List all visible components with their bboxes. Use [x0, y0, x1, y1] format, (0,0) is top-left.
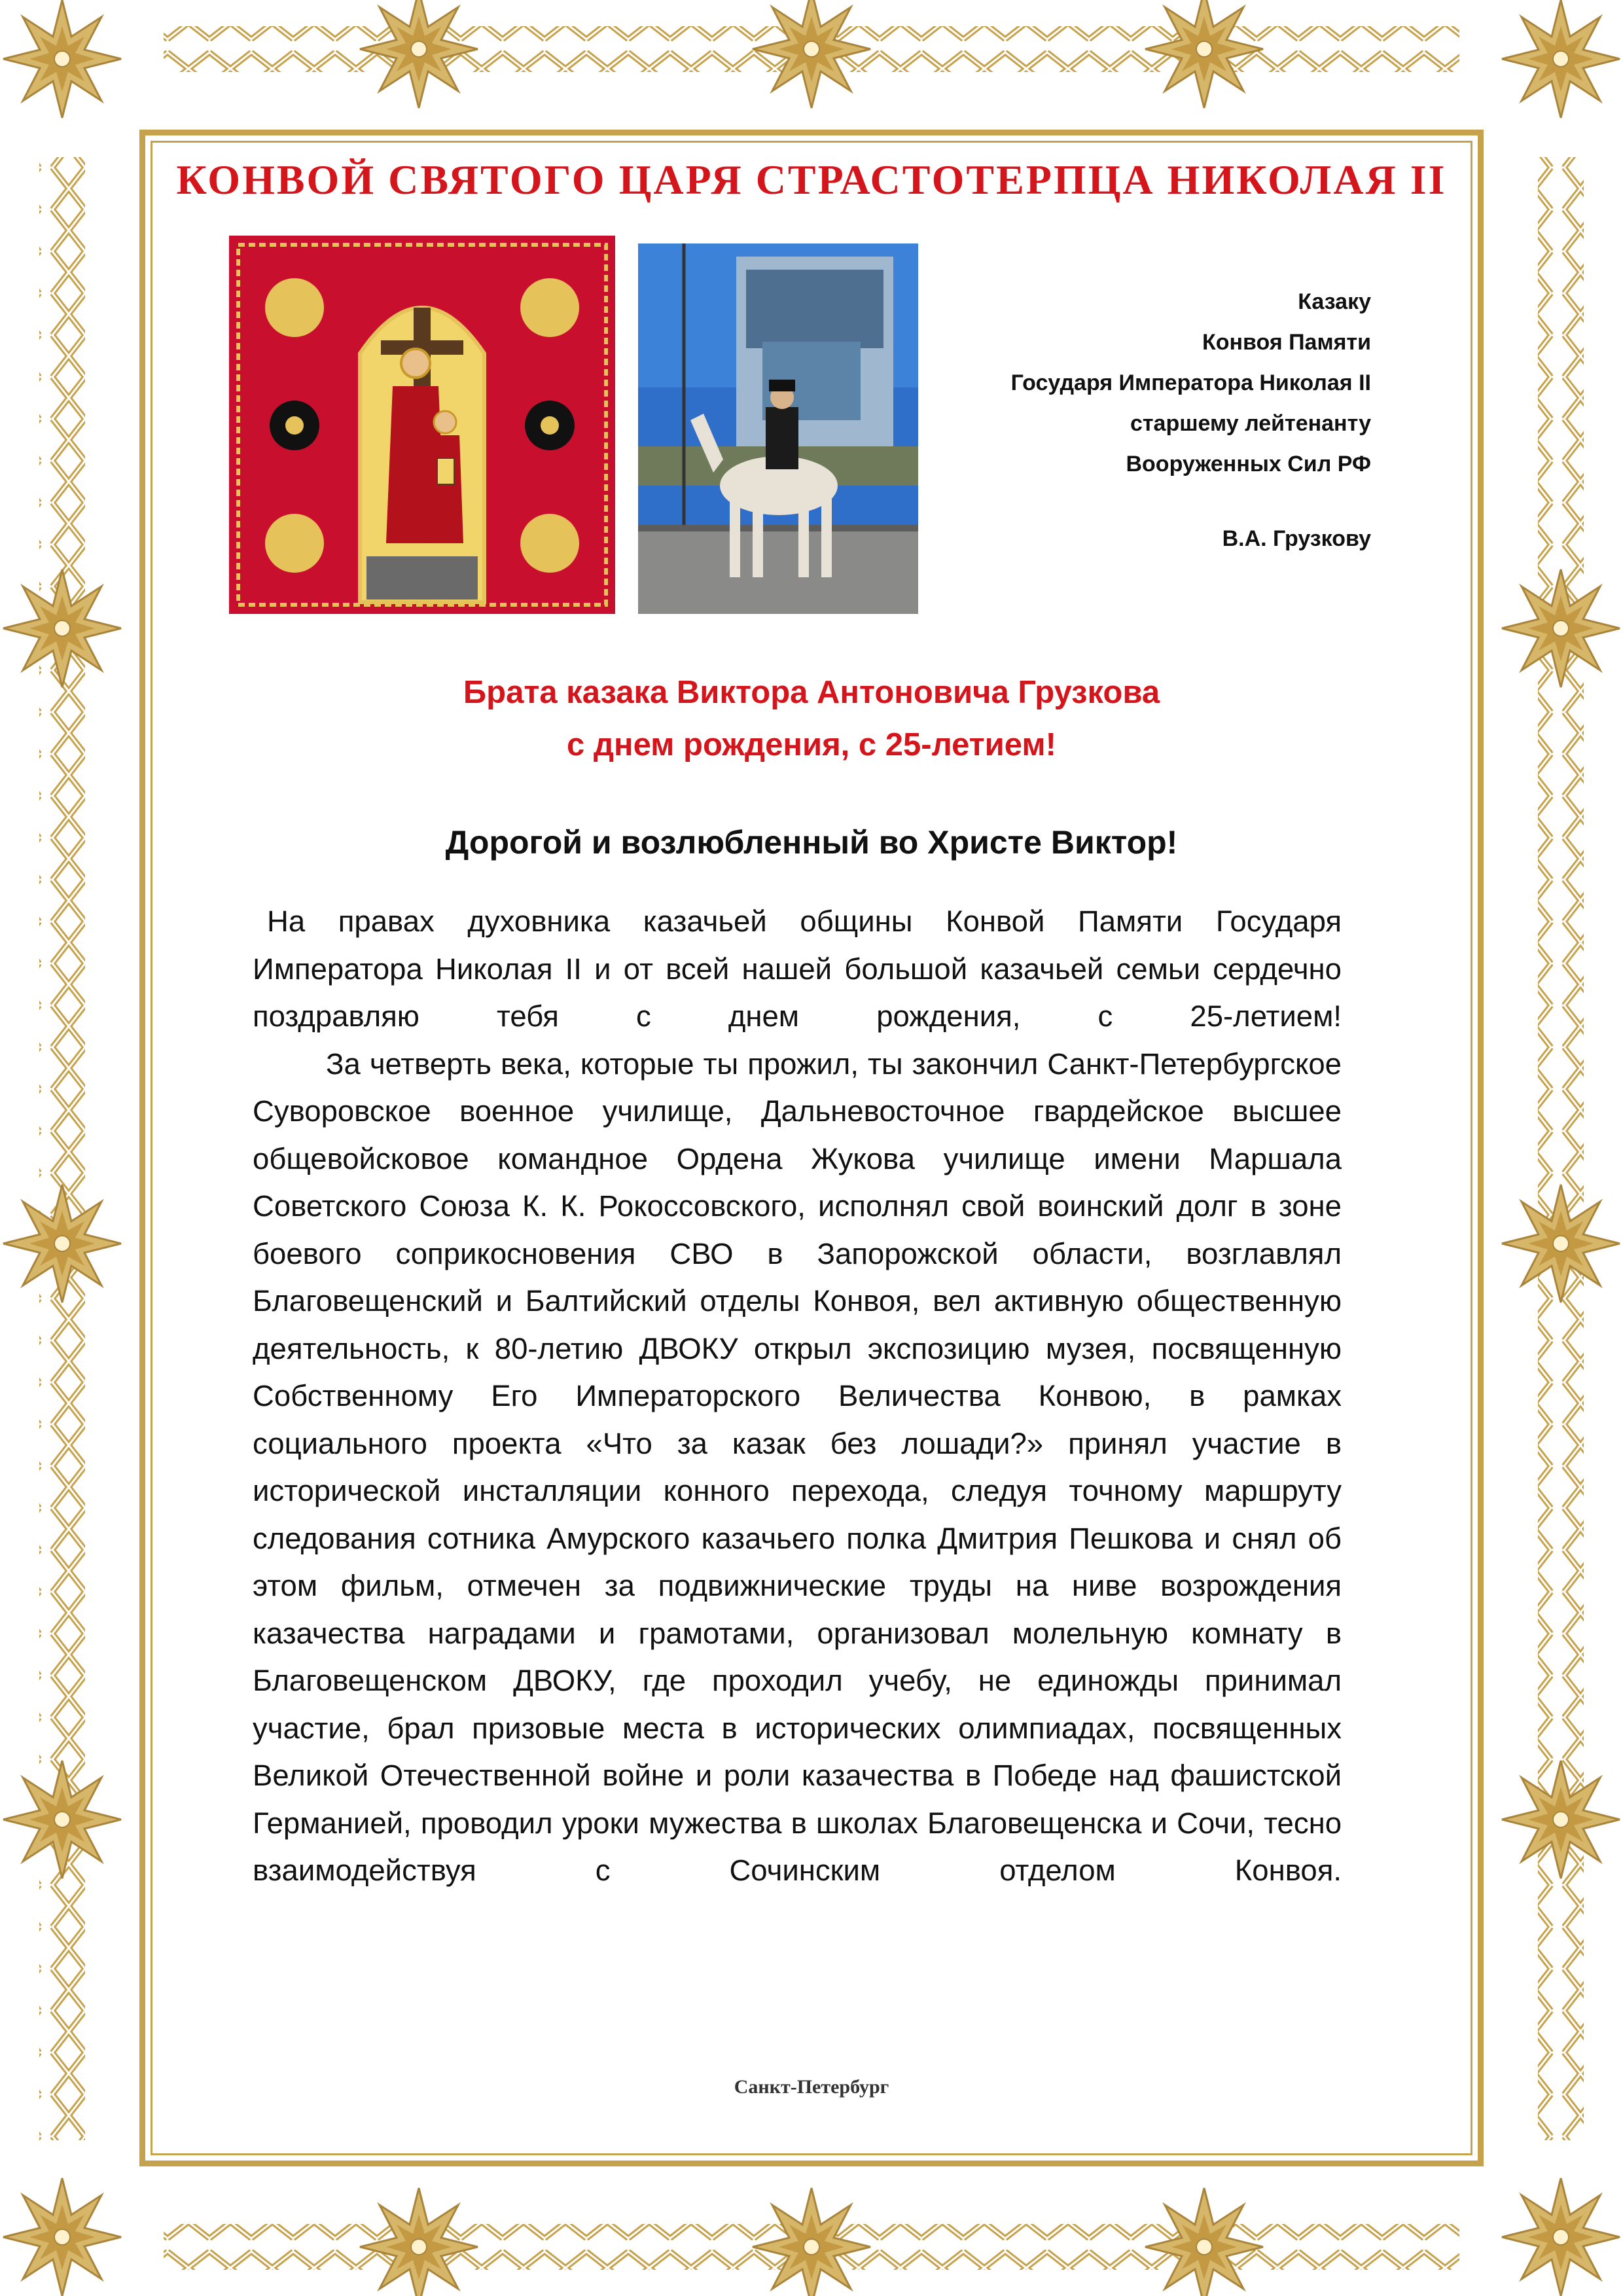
body-paragraph-1: На правах духовника казачьей общины Конвой Памяти Государя Императора Николая II и от всей нашей большой казачьей семьи сердечно поздравляю тебя с днем рождения, с 25-летием!	[253, 905, 1342, 1033]
greeting-heading	[0, 666, 1623, 771]
addressee-name: В.А. Грузкову	[1222, 526, 1371, 551]
greeting-line-1: Брата казака Виктора Антоновича Грузкова	[463, 675, 1160, 710]
greeting-line-2: с днем рождения, с 25-летием!	[567, 727, 1056, 762]
letter-body	[253, 898, 1342, 1895]
addressee-line: Казаку	[1298, 289, 1371, 314]
icon-image	[229, 236, 615, 614]
addressee-block	[782, 281, 1371, 559]
addressee-line: старшему лейтенанту	[1130, 411, 1371, 436]
page-title: КОНВОЙ СВЯТОГО ЦАРЯ СТРАСТОТЕРПЦА НИКОЛАЯ II	[176, 156, 1447, 203]
salutation: Дорогой и возлюбленный во Христе Виктор!	[445, 824, 1178, 861]
addressee-line: Конвоя Памяти	[1202, 330, 1371, 355]
footer-city: Санкт-Петербург	[734, 2076, 889, 2098]
addressee-line: Государя Императора Николая II	[1010, 370, 1371, 395]
addressee-line: Вооруженных Сил РФ	[1126, 452, 1371, 476]
body-paragraph-2: За четверть века, которые ты прожил, ты закончил Санкт-Петербургское Суворовское военное училище, Дальневосточное гвардейское высшее общевойсковое командное Ордена Жукова училище имени Маршала Советского Союза К. К. Рокоссовского, исполнял свой воинский долг в зоне боевого соприкосновения СВО в Запорожской области, возглавлял Благовещенский и Балтийский отделы Конвоя, вел активную общественную деятельность, к 80-летию ДВОКУ открыл экспозицию музея, посвященную Собственному Его Императорского Величества Конвою, в рамках социального проекта «Что за казак без лошади?» принял участие в исторической инсталляции конного перехода, следуя точному маршруту следования сотника Амурского казачьего полка Дмитрия Пешкова и снял об этом фильм, отмечен за подвижнические труды на ниве возрождения казачества наградами и грамотами, организовал молельную комнату в Благовещенском ДВОКУ, где проходил учебу, не единожды принимал участие, брал призовые места в исторических олимпиадах, посвященных Великой Отечественной войне и роли казачества в Победе над фашистской Германией, проводил уроки мужества в школах Благовещенска и Сочи, тесно взаимодействуя с Сочинским отделом Конвоя.	[253, 1047, 1342, 1887]
